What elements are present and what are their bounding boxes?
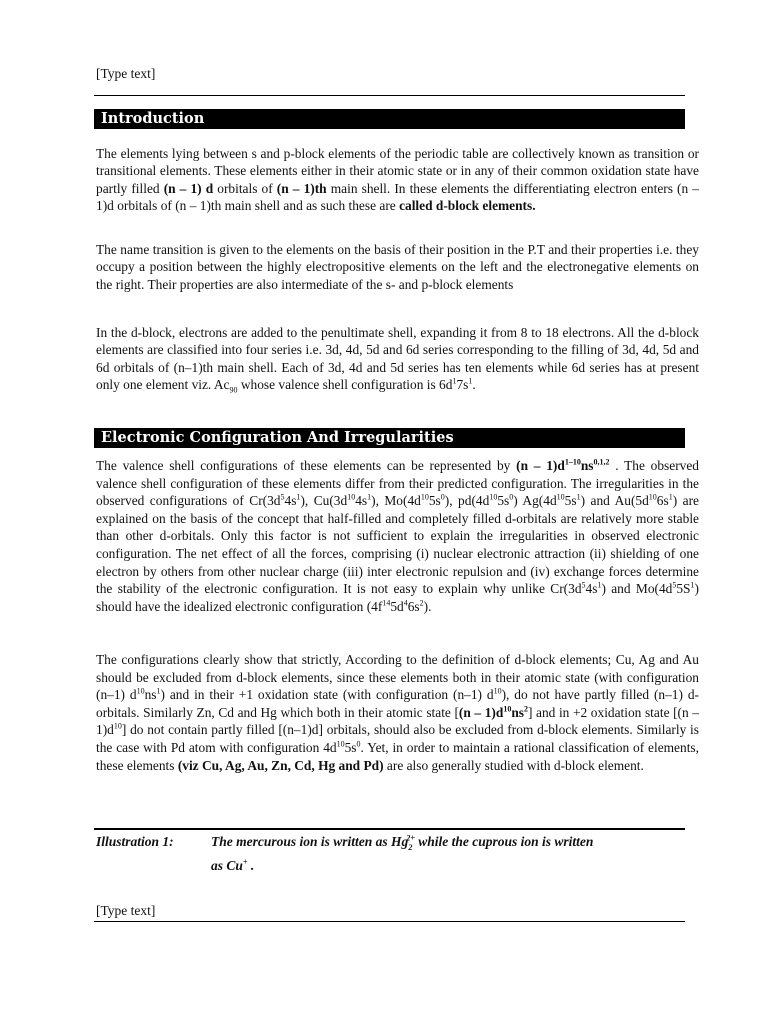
illustration-label: Illustration 1: <box>96 834 174 849</box>
intro-paragraph-1: The elements lying between s and p-block elements of the periodic table are collectively known as transition or transitional elements. These elements either in their atomic state or in any of their common oxidation state have partly filled (n – 1) d orbitals of (n – 1)th main shell. In these elements the differentiating electron enters (n – 1)d orbitals of (n – 1)th main shell and as such these are called d-block elements. <box>96 146 699 214</box>
page-footer: [Type text] <box>96 903 156 918</box>
electronic-paragraph-2: The configurations clearly show that strictly, According to the definition of d-block elements; Cu, Ag and Au should be excluded from d-block elements, since these elements both in their atomic state (with configuration (n–1) $d^{10}ns^1$) and in their +1 oxidation state (with configuration (n–1) $d^{10}$), do not have partly filled (n–1) d-orbitals. Similarly Zn, Cd and Hg which both in their atomic state $[(n - 1)d^{10}ns^2]$ and in +2 oxidation state $[(n - 1)d^{10}]$ do not contain partly filled [(n–1)d] orbitals, should also be excluded from d-block elements. Similarly is the case with Pd atom with configuration $4d^{10}5s^0$. Yet, in order to maintain a rational classification of elements, these elements (viz Cu, Ag, Au, Zn, Cd, Hg and Pd) are also generally studied with d-block element. <box>96 652 700 773</box>
footer-rule <box>94 921 685 922</box>
illustration-line-1: The mercurous ion is written as $Hg_2^{2+}$ while the cuprous ion is written <box>211 833 594 852</box>
section-heading-electronic-configuration: Electronic Configuration And Irregularities <box>94 428 685 448</box>
intro-paragraph-2: The name transition is given to the elements on the basis of their position in the P.T and their properties i.e. they occupy a position between the highly electropositive elements on the left and the electronegative elements on the right. Their properties are also intermediate of the s- and p-block elements <box>96 242 699 292</box>
section-heading-introduction: Introduction <box>94 109 685 129</box>
illustration-line-2: as Cu+ . <box>211 857 255 873</box>
page-header: [Type text] <box>96 66 156 81</box>
intro-paragraph-3: In the d-block, electrons are added to the penultimate shell, expanding it from 8 to 18 electrons. All the d-block elements are classified into four series i.e. 3d, 4d, 5d and 6d series corresponding to the filling of 3d, 4d, 5d and 6d orbitals of (n–1)th main shell. Each of 3d, 4d and 5d series has ten elements while 6d series has at present only one element viz. $Ac_{90}$ whose valence shell configuration is $6d^17s^1$. <box>96 325 699 395</box>
header-rule <box>94 95 685 96</box>
illustration-rule <box>94 828 685 830</box>
electronic-paragraph-1: The valence shell configurations of these elements can be represented by $(n - 1)d^{1-10}ns^{0,1,2}$ . The observed valence shell configuration of these elements differ from their predicted configuration. The irregularities in the observed configurations of $Cr(3d^54s^1)$, $Cu(3d^{10}4s^1)$, $Mo(4d^{10}5s^0)$, $pd(4d^{10}5s^0)$ $Ag(4d^{10}5s^1)$ and $Au(5d^{10}6s^1)$ are explained on the basis of the concept that half-filled and completely filled d-orbitals are relatively more stable than other d-orbitals. Only this factor is not sufficient to explain the irregularities in observed electronic configuration. The net effect of all the forces, comprising (i) nuclear electronic attraction (ii) shielding of one electron by others from other nuclear charge (iii) inter electronic repulsion and (iv) exchange forces determine the stability of the electronic configuration. It is not easy to explain why unlike $Cr(3d^54s^1)$ and $Mo(4d^55S^1)$ should have the idealized electronic configuration $(4f^{14}5d^46s^2)$. <box>96 457 699 614</box>
